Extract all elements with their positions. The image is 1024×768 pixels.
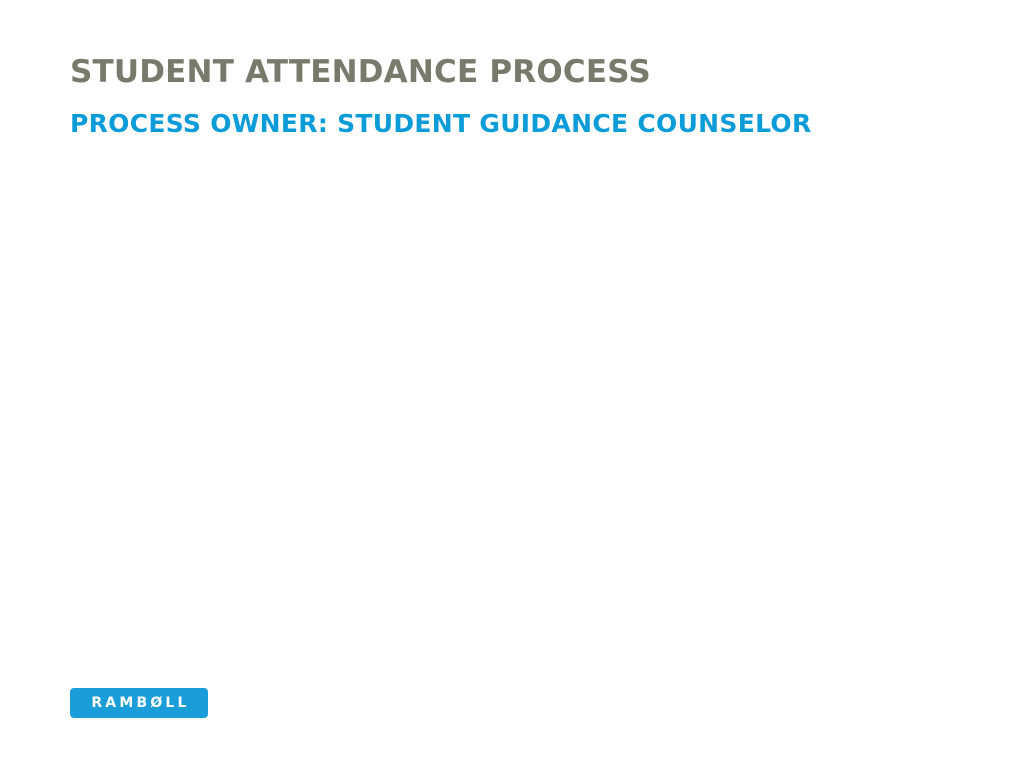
ramboll-logo bbox=[70, 688, 208, 718]
logo-text: RAMBØLL bbox=[91, 695, 190, 711]
slide-title: STUDENT ATTENDANCE PROCESS bbox=[70, 54, 651, 90]
slide-subtitle: PROCESS OWNER: STUDENT GUIDANCE COUNSELOR bbox=[70, 109, 812, 138]
